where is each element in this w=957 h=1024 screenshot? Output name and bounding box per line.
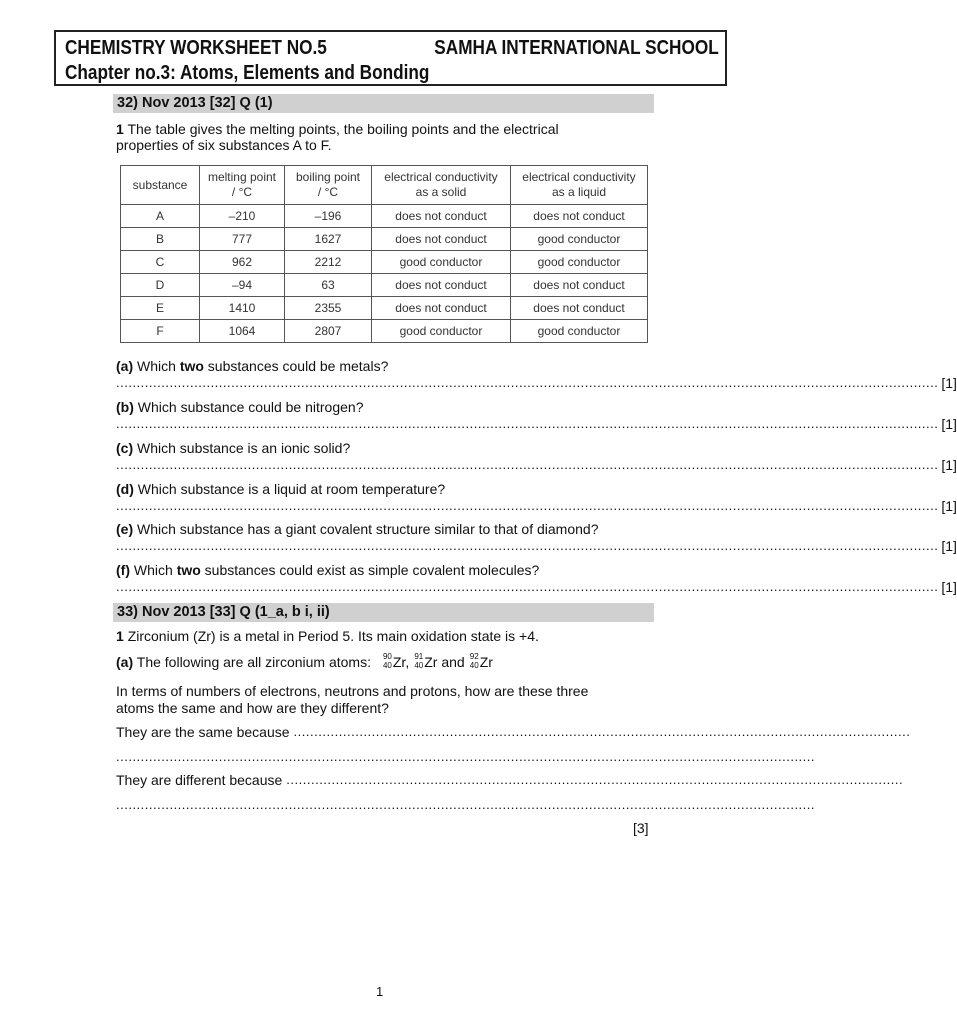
marks-label: [1]	[941, 498, 957, 514]
element-symbol: Zr	[392, 654, 406, 670]
table-cell: good conductor	[511, 251, 648, 274]
table-cell: does not conduct	[511, 297, 648, 320]
same-because-answer[interactable]: ......................................................................................................................................................	[293, 724, 911, 739]
q33-part-a	[116, 654, 496, 670]
table-cell: 962	[200, 251, 285, 274]
table-cell: 1064	[200, 320, 285, 343]
table-cell: good conductor	[511, 320, 648, 343]
chapter-title: Chapter no.3: Atoms, Elements and Bonding	[65, 62, 430, 84]
atomic-number: 40	[414, 661, 424, 671]
table-row	[121, 320, 648, 343]
sub-question	[116, 440, 350, 456]
table-cell: 1410	[200, 297, 285, 320]
atomic-number: 40	[469, 661, 479, 671]
q32-intro-line1	[116, 121, 559, 137]
element-symbol: Zr	[479, 654, 493, 670]
sub-question-label: (a)	[116, 358, 134, 374]
q33-intro-number: 1	[116, 628, 124, 644]
page-number: 1	[376, 984, 384, 999]
table-cell: 2807	[285, 320, 372, 343]
q33-intro-text: Zirconium (Zr) is a metal in Period 5. Its main oxidation state is +4.	[127, 628, 539, 644]
sub-question-emphasis: two	[176, 562, 201, 578]
isotope-notation	[412, 652, 424, 671]
table-header-cell: electrical conductivity as a liquid	[511, 166, 648, 205]
different-because-label: They are different because	[116, 772, 283, 788]
sub-question	[116, 399, 363, 415]
answer-line[interactable]: ........................................................................................................................................................................................................ [1]	[116, 579, 957, 595]
q33-part-a-text: The following are all zirconium atoms:	[136, 654, 371, 670]
sub-question-text: Which substance is a liquid at room temperature?	[137, 481, 446, 497]
table-cell: does not conduct	[511, 274, 648, 297]
answer-line[interactable]: ........................................................................................................................................................................................................ [1]	[116, 498, 957, 514]
table-cell: good conductor	[372, 251, 511, 274]
question-32-heading: 32) Nov 2013 [32] Q (1)	[113, 94, 654, 113]
table-cell: does not conduct	[372, 228, 511, 251]
sub-question-text: Which substance could be nitrogen?	[137, 399, 364, 415]
worksheet-title: CHEMISTRY WORKSHEET NO.5	[65, 37, 327, 59]
table-cell: does not conduct	[372, 205, 511, 228]
sub-question-label: (b)	[116, 399, 134, 415]
marks-label: [1]	[941, 538, 957, 554]
sub-question-text: Which substance has a giant covalent structure similar to that of diamond?	[137, 521, 599, 537]
table-cell: 63	[285, 274, 372, 297]
element-symbol: Zr	[424, 654, 438, 670]
answer-line[interactable]: ..........................................................................................................................................................................	[116, 797, 816, 812]
isotope-notation	[468, 652, 480, 671]
mass-number: 90	[382, 652, 392, 662]
sub-question	[116, 562, 539, 578]
atomic-number: 40	[382, 661, 392, 671]
table-cell: does not conduct	[372, 274, 511, 297]
sub-question-label: (e)	[116, 521, 134, 537]
answer-line[interactable]: ........................................................................................................................................................................................................ [1]	[116, 457, 957, 473]
table-cell: E	[121, 297, 200, 320]
answer-line[interactable]: ........................................................................................................................................................................................................ [1]	[116, 375, 957, 391]
mass-number: 91	[414, 652, 424, 662]
sub-question	[116, 481, 445, 497]
sub-question	[116, 358, 388, 374]
table-cell: F	[121, 320, 200, 343]
q33-part-a-label: (a)	[116, 654, 134, 670]
sub-question-text: substances could be metals?	[203, 358, 389, 374]
q33-terms-line1: In terms of numbers of electrons, neutrons and protons, how are these three	[116, 683, 589, 699]
isotope-notation	[381, 652, 393, 671]
isotope-separator: and	[437, 654, 465, 670]
table-cell: –210	[200, 205, 285, 228]
table-row	[121, 251, 648, 274]
q32-intro-line2: properties of six substances A to F.	[116, 137, 332, 153]
table-row	[121, 228, 648, 251]
marks-label: [1]	[941, 416, 957, 432]
mass-number: 92	[469, 652, 479, 662]
table-header-row	[121, 166, 648, 205]
table-cell: 777	[200, 228, 285, 251]
sub-question-label: (d)	[116, 481, 134, 497]
table-cell: 2212	[285, 251, 372, 274]
isotope-separator: ,	[405, 654, 410, 670]
table-cell: C	[121, 251, 200, 274]
marks-label: [1]	[941, 579, 957, 595]
q33-intro	[116, 628, 539, 644]
worksheet-header	[54, 30, 727, 86]
sub-question-label: (c)	[116, 440, 134, 456]
q32-intro-text: The table gives the melting points, the boiling points and the electrical	[127, 121, 559, 137]
marks-label: [1]	[941, 457, 957, 473]
table-cell: D	[121, 274, 200, 297]
isotope-list	[381, 654, 496, 670]
table-cell: B	[121, 228, 200, 251]
sub-question-emphasis: two	[179, 358, 204, 374]
table-cell: –196	[285, 205, 372, 228]
table-cell: 2355	[285, 297, 372, 320]
table-cell: good conductor	[372, 320, 511, 343]
answer-line[interactable]: ..........................................................................................................................................................................	[116, 749, 816, 764]
same-because-label: They are the same because	[116, 724, 290, 740]
table-body	[121, 205, 648, 343]
table-row	[121, 274, 648, 297]
sub-question	[116, 521, 598, 537]
table-cell: does not conduct	[372, 297, 511, 320]
answer-line[interactable]: ........................................................................................................................................................................................................ [1]	[116, 416, 957, 432]
sub-question-text: Which	[133, 562, 177, 578]
school-name: SAMHA INTERNATIONAL SCHOOL	[434, 37, 719, 59]
sub-question-text: Which	[137, 358, 180, 374]
same-because-line	[116, 724, 911, 740]
table-cell: –94	[200, 274, 285, 297]
table-header-cell: electrical conductivity as a solid	[372, 166, 511, 205]
table-row	[121, 205, 648, 228]
table-cell: A	[121, 205, 200, 228]
table-cell: 1627	[285, 228, 372, 251]
sub-question-text: Which substance is an ionic solid?	[137, 440, 351, 456]
table-cell: does not conduct	[511, 205, 648, 228]
q33-marks: [3]	[633, 820, 649, 836]
question-33-heading: 33) Nov 2013 [33] Q (1_a, b i, ii)	[113, 603, 654, 622]
table-header-cell: substance	[121, 166, 200, 205]
q32-intro-number: 1	[116, 121, 124, 137]
q33-terms-line2: atoms the same and how are they different?	[116, 700, 389, 716]
table-header-cell: boiling point / °C	[285, 166, 372, 205]
table-row	[121, 297, 648, 320]
table-header-cell: melting point / °C	[200, 166, 285, 205]
answer-line[interactable]: ........................................................................................................................................................................................................ [1]	[116, 538, 957, 554]
table-cell: good conductor	[511, 228, 648, 251]
substance-properties-table	[120, 165, 648, 343]
marks-label: [1]	[941, 375, 957, 391]
different-because-line	[116, 772, 904, 788]
sub-question-text: substances could exist as simple covalent molecules?	[200, 562, 540, 578]
sub-question-label: (f)	[116, 562, 130, 578]
different-because-answer[interactable]: ......................................................................................................................................................	[286, 772, 904, 787]
